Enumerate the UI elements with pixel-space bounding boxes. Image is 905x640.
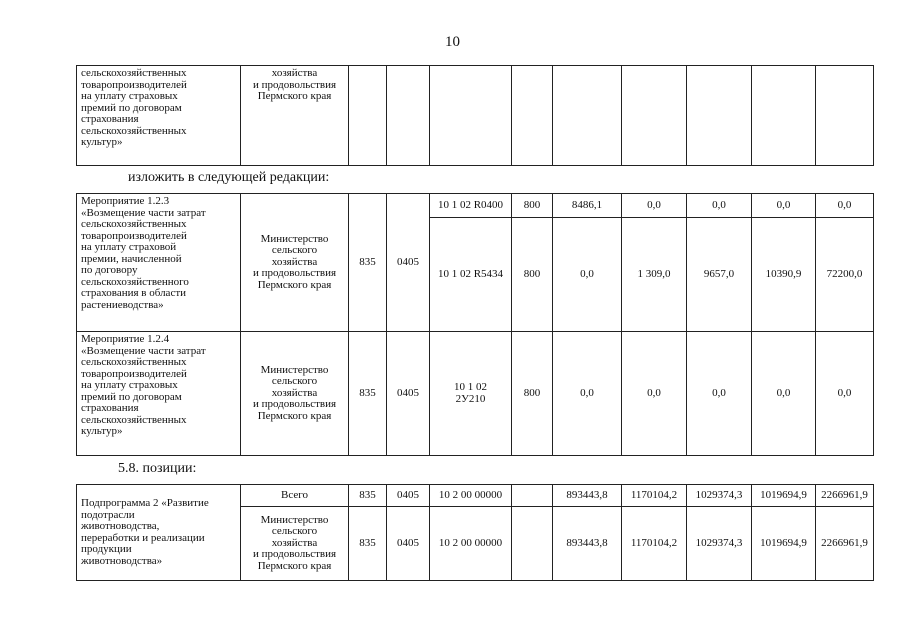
value-cell: 0,0 [687,194,752,218]
value-cell: 0,0 [816,332,874,456]
value-cell: 72200,0 [816,218,874,332]
empty-cell [512,66,553,166]
org-cell: Министерство сельского хозяйства и продовольствия Пермского края [241,332,349,456]
value-cell: 0,0 [816,194,874,218]
grbs-cell: 835 [349,332,387,456]
total-label-cell: Всего [241,485,349,507]
vr-cell [512,507,553,581]
table-measures [76,193,874,456]
csr-cell: 10 1 02 2У210 [430,332,512,456]
value-cell: 0,0 [553,332,622,456]
vr-cell: 800 [512,218,553,332]
csr-cell: 10 2 00 00000 [430,507,512,581]
section-heading: 5.8. позиции: [118,461,197,476]
subprogram-name-cell: Подпрограмма 2 «Развитие подотрасли животноводства, переработки и реализации продукции животноводства» [77,485,241,581]
value-cell: 1019694,9 [752,485,816,507]
empty-cell [349,66,387,166]
empty-cell [430,66,512,166]
org-cell: Министерство сельского хозяйства и продовольствия Пермского края [241,507,349,581]
empty-cell [752,66,816,166]
empty-cell [553,66,622,166]
rzpr-cell: 0405 [387,194,430,332]
table-subprogram [76,484,874,581]
empty-cell [387,66,430,166]
empty-cell [816,66,874,166]
value-cell: 1029374,3 [687,485,752,507]
csr-cell: 10 1 02 R0400 [430,194,512,218]
value-cell: 1019694,9 [752,507,816,581]
vr-cell: 800 [512,332,553,456]
value-cell: 2266961,9 [816,485,874,507]
grbs-cell: 835 [349,507,387,581]
value-cell: 1170104,2 [622,507,687,581]
csr-cell: 10 1 02 R5434 [430,218,512,332]
value-cell: 9657,0 [687,218,752,332]
page-number: 10 [445,34,460,50]
value-cell: 8486,1 [553,194,622,218]
csr-cell: 10 2 00 00000 [430,485,512,507]
table-top-continuation [76,65,874,166]
value-cell: 0,0 [687,332,752,456]
instruction-text: изложить в следующей редакции: [128,170,330,185]
value-cell: 893443,8 [553,485,622,507]
vr-cell: 800 [512,194,553,218]
activity-name-cell: Мероприятие 1.2.4 «Возмещение части затрат сельскохозяйственных товаропроизводителей на уплату страховых премий по договорам страхования сельскохозяйственных культур» [77,332,241,456]
value-cell: 1029374,3 [687,507,752,581]
rzpr-cell: 0405 [387,332,430,456]
vr-cell [512,485,553,507]
rzpr-cell: 0405 [387,485,430,507]
activity-name-cell: сельскохозяйственных товаропроизводителей на уплату страховых премий по договорам страхования сельскохозяйственных культур» [77,66,241,166]
value-cell: 0,0 [622,194,687,218]
value-cell: 893443,8 [553,507,622,581]
empty-cell [687,66,752,166]
grbs-cell: 835 [349,194,387,332]
value-cell: 2266961,9 [816,507,874,581]
value-cell: 0,0 [553,218,622,332]
rzpr-cell: 0405 [387,507,430,581]
org-cell: хозяйства и продовольствия Пермского края [241,66,349,166]
activity-name-cell: Мероприятие 1.2.3 «Возмещение части затрат сельскохозяйственных товаропроизводителей на уплату страховой премии, начисленной по договору сельскохозяйственного страхования в области растениеводства» [77,194,241,332]
value-cell: 1170104,2 [622,485,687,507]
org-cell: Министерство сельского хозяйства и продовольствия Пермского края [241,194,349,332]
empty-cell [622,66,687,166]
value-cell: 0,0 [752,194,816,218]
value-cell: 1 309,0 [622,218,687,332]
value-cell: 10390,9 [752,218,816,332]
value-cell: 0,0 [752,332,816,456]
value-cell: 0,0 [622,332,687,456]
grbs-cell: 835 [349,485,387,507]
